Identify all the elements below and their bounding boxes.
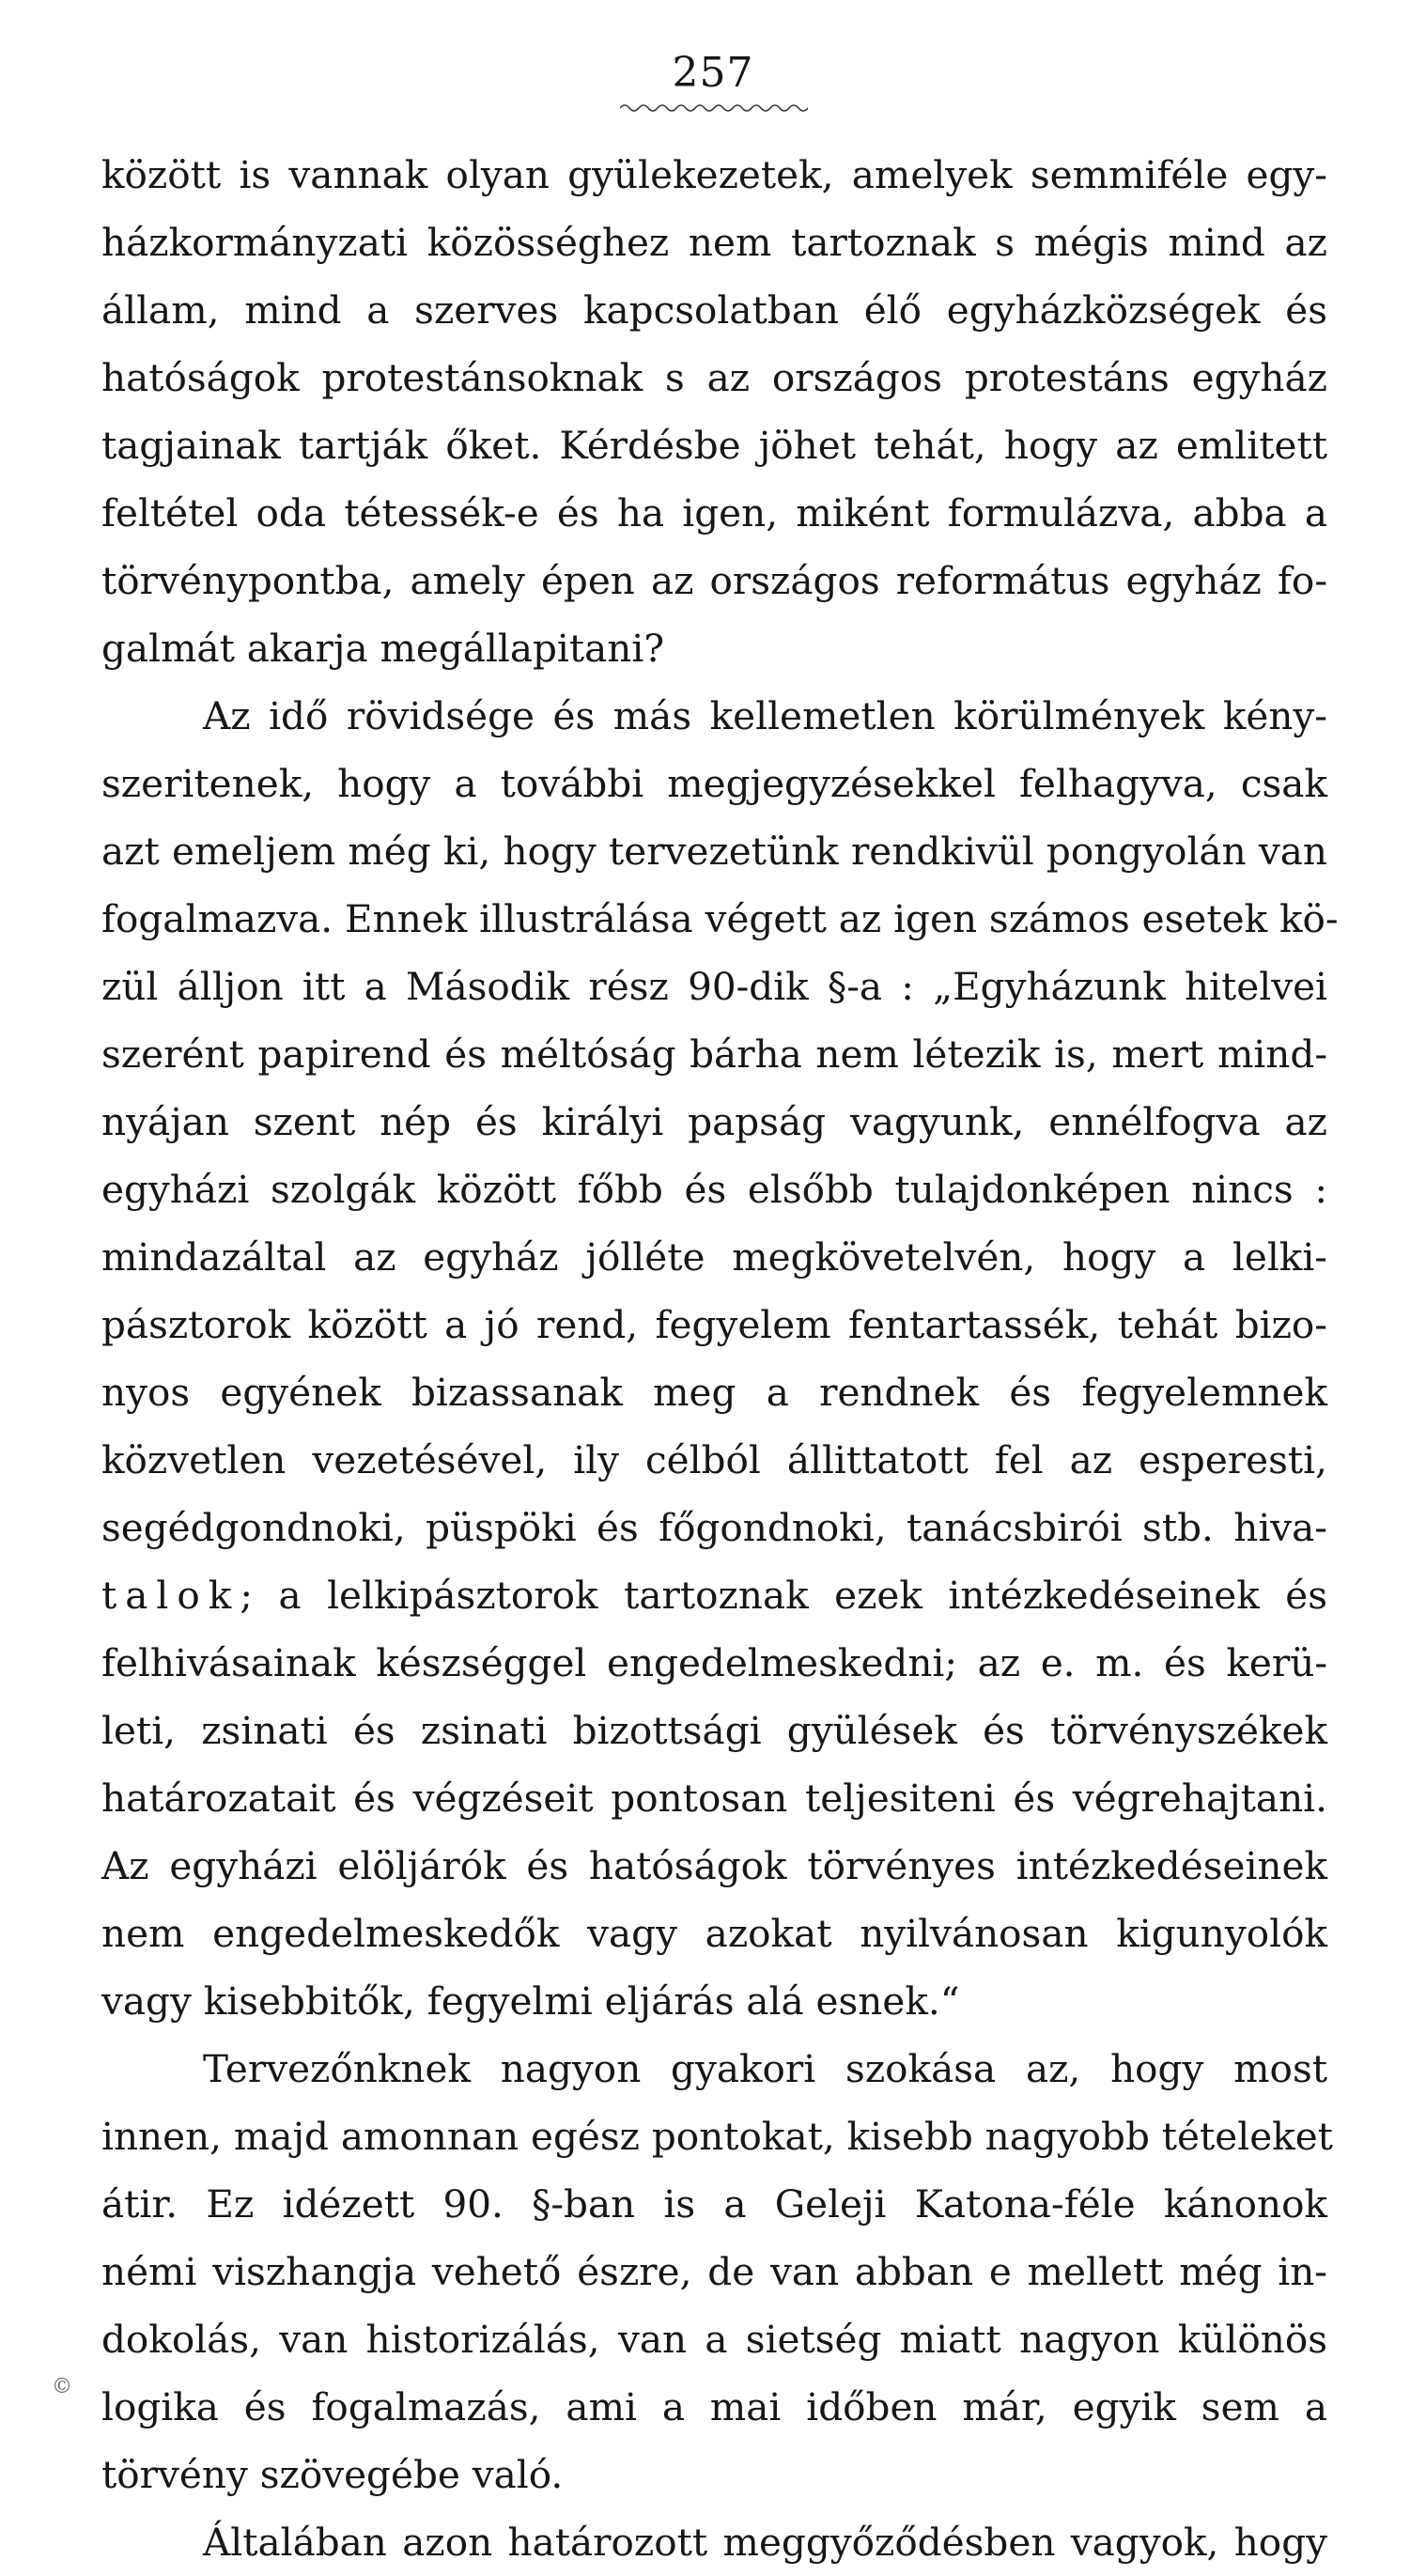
text-line-22 <box>101 1561 1327 1629</box>
text-line-31: átir. Ez idézett 90. §-ban is a Geleji Katona-féle kánonok <box>101 2181 1327 2227</box>
page-number: 257 <box>672 49 754 97</box>
body-text <box>101 141 1339 2576</box>
text-line-29: Tervezőnknek nagyon gyakori szokása az, hogy most <box>203 2046 1327 2091</box>
text-line-30: innen, majd amonnan egész pontokat, kisebb nagyobb tételeket <box>101 2114 1333 2159</box>
text-line-24: leti, zsinati és zsinati bizottsági gyülések és törvényszékek <box>101 1708 1327 1753</box>
text-line-28: vagy kisebbitők, fegyelmi eljárás alá esnek.“ <box>101 1979 960 2024</box>
text-line-27: nem engedelmeskedők vagy azokat nyilvánosan kigunyolók <box>101 1911 1327 1956</box>
text-line-35: törvény szövegébe való. <box>101 2452 564 2497</box>
text-line-12: fogalmazva. Ennek illustrálása végett az igen számos esetek kö- <box>101 896 1339 941</box>
text-line-9: Az idő rövidsége és más kellemetlen körülmények kény- <box>203 693 1327 738</box>
text-line-23: felhivásainak készséggel engedelmeskedni; az e. m. és kerü- <box>101 1640 1327 1685</box>
text-line-21: segédgondnoki, püspöki és főgondnoki, tanácsbirói stb. hiva- <box>101 1505 1327 1550</box>
corner-mark: © <box>52 2375 72 2398</box>
text-line-7: törvénypontba, amely épen az országos református egyház fo- <box>101 558 1327 603</box>
text-line-2: házkormányzati közösséghez nem tartoznak s mégis mind az <box>101 220 1327 265</box>
text-line-1: között is vannak olyan gyülekezetek, amelyek semmiféle egy- <box>101 152 1327 197</box>
text-line-11: azt emeljem még ki, hogy tervezetünk rendkivül pongyolán van <box>101 829 1327 874</box>
text-line-36: Általában azon határozott meggyőződésben vagyok, hogy <box>203 2520 1327 2565</box>
text-line-8: galmát akarja megállapitani? <box>101 626 665 671</box>
text-line-16: egyházi szolgák között főbb és elsőbb tulajdonképen nincs : <box>101 1167 1327 1212</box>
text-line-33: dokolás, van historizálás, van a sietség miatt nagyon különös <box>101 2317 1327 2362</box>
text-line-17: mindazáltal az egyház jólléte megkövetelvén, hogy a lelki- <box>101 1234 1327 1280</box>
text-line-25: határozatait és végzéseit pontosan teljesiteni és végrehajtani. <box>101 1776 1327 1821</box>
text-line-22-rest: ; a lelkipásztorok tartoznak ezek intézkedéseinek és <box>240 1573 1327 1618</box>
text-line-4: hatóságok protestánsoknak s az országos protestáns egyház <box>101 355 1327 400</box>
text-line-14: szerént papirend és méltóság bárha nem létezik is, mert mind- <box>101 1032 1327 1077</box>
wavy-rule-ornament <box>620 101 808 115</box>
text-line-6: feltétel oda tétessék-e és ha igen, miként formulázva, abba a <box>101 490 1327 535</box>
spaced-word: talok <box>101 1573 240 1618</box>
text-line-15: nyájan szent nép és királyi papság vagyunk, ennélfogva az <box>101 1099 1327 1144</box>
text-line-10: szeritenek, hogy a további megjegyzésekkel felhagyva, csak <box>101 761 1327 806</box>
text-line-26: Az egyházi elöljárók és hatóságok törvényes intézkedéseinek <box>101 1843 1327 1888</box>
text-line-5: tagjainak tartják őket. Kérdésbe jöhet tehát, hogy az emlitett <box>101 423 1327 468</box>
text-line-13: zül álljon itt a Második rész 90-dik §-a : „Egyházunk hitelvei <box>101 964 1327 1009</box>
text-line-3: állam, mind a szerves kapcsolatban élő egyházközségek és <box>101 287 1327 333</box>
text-line-18: pásztorok között a jó rend, fegyelem fentartassék, tehát bizo- <box>101 1302 1327 1347</box>
text-line-34: logika és fogalmazás, ami a mai időben már, egyik sem a <box>101 2384 1327 2429</box>
text-line-19: nyos egyének bizassanak meg a rendnek és fegyelemnek <box>101 1370 1327 1415</box>
text-line-32: némi viszhangja vehető észre, de van abban e mellett még in- <box>101 2249 1327 2294</box>
text-line-20: közvetlen vezetésével, ily célból állittatott fel az esperesti, <box>101 1437 1327 1482</box>
